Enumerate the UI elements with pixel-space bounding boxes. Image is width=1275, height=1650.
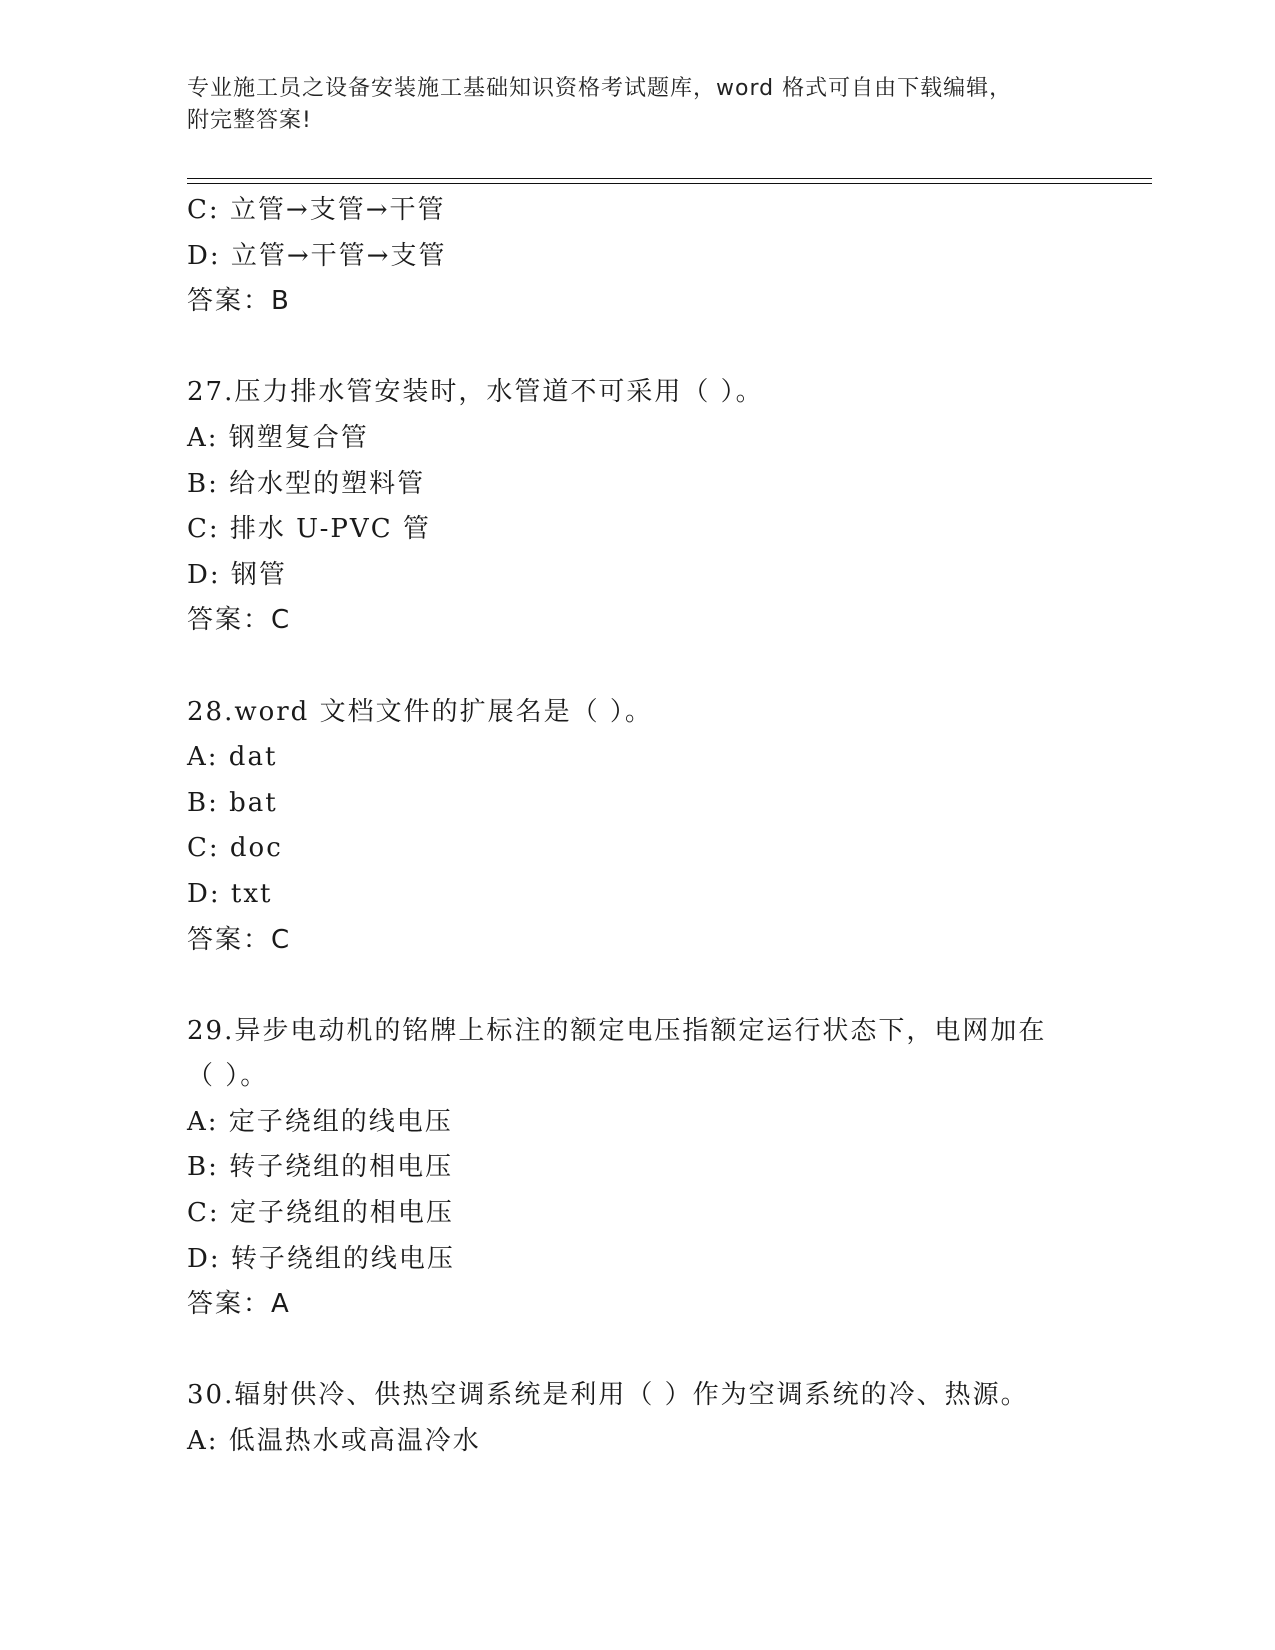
q28-option-a: A: dat [187,742,278,773]
q30-option-a: A: 低温热水或高温冷水 [187,1426,481,1457]
q29-question: 29.异步电动机的铭牌上标注的额定电压指额定运行状态下，电网加在 [187,1015,1047,1046]
q27-option-a: A: 钢塑复合管 [187,422,369,453]
header-line-2: 附完整答案! [187,108,312,133]
q29-question-continued: （ ）。 [187,1061,269,1092]
q27-option-c: C: 排水 U-PVC 管 [187,514,431,545]
q28-answer: 答案：C [187,924,292,955]
q27-answer: 答案：C [187,605,292,636]
q28-option-d: D: txt [187,878,273,909]
q26-option-c: C: 立管→支管→干管 [187,195,446,225]
q30-question: 30.辐射供冷、供热空调系统是利用（ ）作为空调系统的冷、热源。 [187,1380,1029,1411]
q29-answer: 答案：A [187,1289,291,1320]
q28-question: 28.word 文档文件的扩展名是（ ）。 [187,696,653,727]
header-divider-top [187,178,1152,179]
q28-option-b: B: bat [187,787,278,818]
q27-question: 27.压力排水管安装时，水管道不可采用（ ）。 [187,377,764,408]
q26-answer: 答案：B [187,286,291,317]
q28-option-c: C: doc [187,833,283,864]
q29-option-c: C: 定子绕组的相电压 [187,1198,454,1229]
q27-option-d: D: 钢管 [187,559,287,590]
q27-option-b: B: 给水型的塑料管 [187,468,426,499]
header-line-1: 专业施工员之设备安装施工基础知识资格考试题库，word 格式可自由下载编辑， [187,76,1013,101]
header-divider-bottom [187,183,1152,184]
q26-option-d: D: 立管→干管→支管 [187,240,447,271]
q29-option-d: D: 转子绕组的线电压 [187,1243,455,1274]
question-list [187,188,1087,1465]
document-header [187,73,1067,137]
q29-option-a: A: 定子绕组的线电压 [187,1106,453,1137]
q29-option-b: B: 转子绕组的相电压 [187,1152,454,1183]
